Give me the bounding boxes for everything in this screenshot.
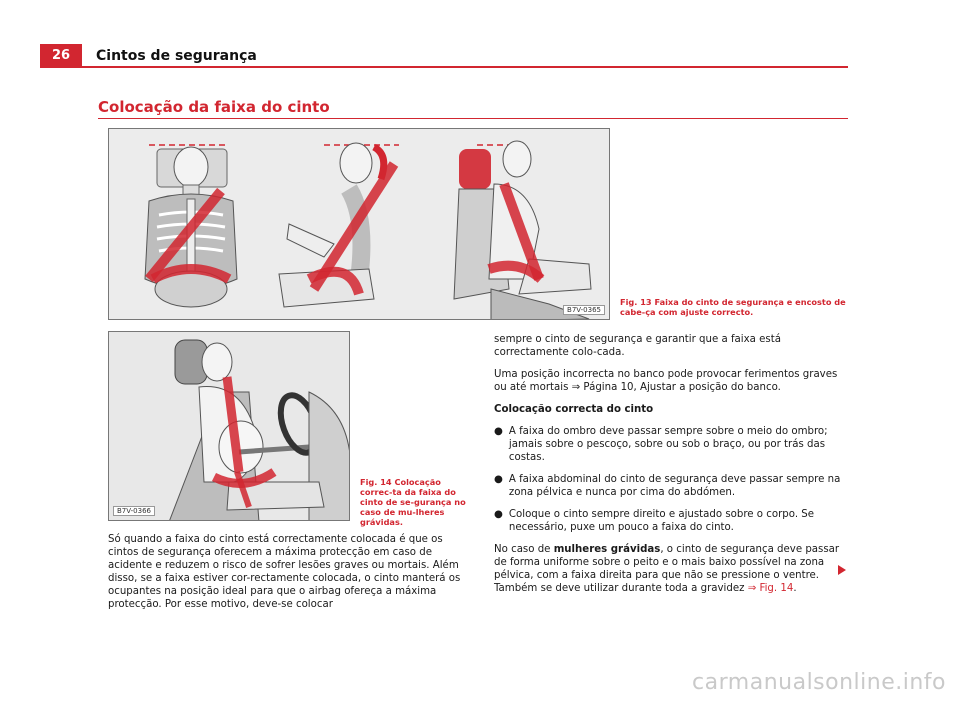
figure-13-belt-illustration	[108, 128, 610, 320]
section-divider	[98, 118, 848, 119]
list-item	[494, 425, 850, 464]
skeleton-front-view	[145, 147, 237, 307]
list-item	[494, 473, 850, 499]
seat-position-warning: Uma posição incorrecta no banco pode provocar ferimentos graves ou até mortais ⇒ Página 10, Ajustar a posição do banco.	[494, 369, 838, 393]
pregnant-text-start: No caso de	[494, 544, 554, 555]
figure-14-pregnant-belt-illustration	[108, 331, 350, 521]
belt-position-drawing	[109, 129, 610, 320]
pregnant-women-paragraph	[494, 543, 850, 595]
continuation-paragraph: sempre o cinto de segurança e garantir que a faixa está correctamente colo-cada.	[494, 334, 781, 358]
bullet-icon: ●	[494, 474, 503, 485]
pregnant-women-emphasis: mulheres grávidas	[553, 544, 661, 555]
seated-occupant-view	[454, 141, 591, 320]
right-column	[494, 333, 850, 604]
bullet-icon: ●	[494, 426, 503, 437]
chapter-title: Cintos de segurança	[96, 48, 257, 64]
correct-belt-subheading: Colocação correcta do cinto	[494, 404, 654, 415]
watermark: carmanualsonline.info	[692, 670, 946, 695]
figure-13-code: B7V-0365	[563, 305, 605, 315]
section-title: Colocação da faixa do cinto	[98, 98, 330, 116]
pregnant-text-body: , o cinto de segurança deve passar de forma uniforme sobre o peito e o mais baixo possível na zona pélvica, com a faixa direita para que não se pressione o ventre. Também se deve utilizar durante toda a gravidez	[494, 544, 840, 594]
bullet-icon: ●	[494, 509, 503, 520]
intro-paragraph: Só quando a faixa do cinto está correctamente colocada é que os cintos de segurança oferecem a máxima protecção em caso de acidente e reduzem o risco de sofrer lesões graves ou mortais. Além disso, se a faixa estiver cor-rectamente colocada, o cinto manterá os ocupantes na posição ideal para que o airbag ofereça a máxima protecção. Por esse motivo, deve-se colocar	[108, 534, 461, 610]
figure-14-link[interactable]: ⇒ Fig. 14	[747, 583, 794, 594]
page-number: 26	[40, 44, 82, 67]
list-item	[494, 508, 850, 534]
skeleton-side-view	[279, 143, 394, 307]
figure-14-code: B7V-0366	[113, 506, 155, 516]
continue-arrow-icon	[838, 565, 846, 575]
pregnant-occupant-drawing	[109, 332, 350, 521]
list-item-text: Coloque o cinto sempre direito e ajustado sobre o corpo. Se necessário, puxe um pouco a faixa do cinto.	[508, 509, 815, 533]
header-divider	[40, 66, 848, 68]
figure-13-caption: Fig. 13 Faixa do cinto de segurança e encosto de cabe-ça com ajuste correcto.	[620, 297, 846, 317]
list-item-text: A faixa abdominal do cinto de segurança deve passar sempre na zona pélvica e nunca por cima do abdómen.	[508, 474, 841, 498]
figure-14-caption: Fig. 14 Colocação correc-ta da faixa do cinto de se-gurança no caso de mu-lheres grávidas.	[360, 477, 466, 527]
list-item-text: A faixa do ombro deve passar sempre sobre o meio do ombro; jamais sobre o pescoço, sobre ou sob o braço, ou por trás das costas.	[508, 426, 828, 463]
pregnant-text-end: .	[793, 583, 797, 594]
